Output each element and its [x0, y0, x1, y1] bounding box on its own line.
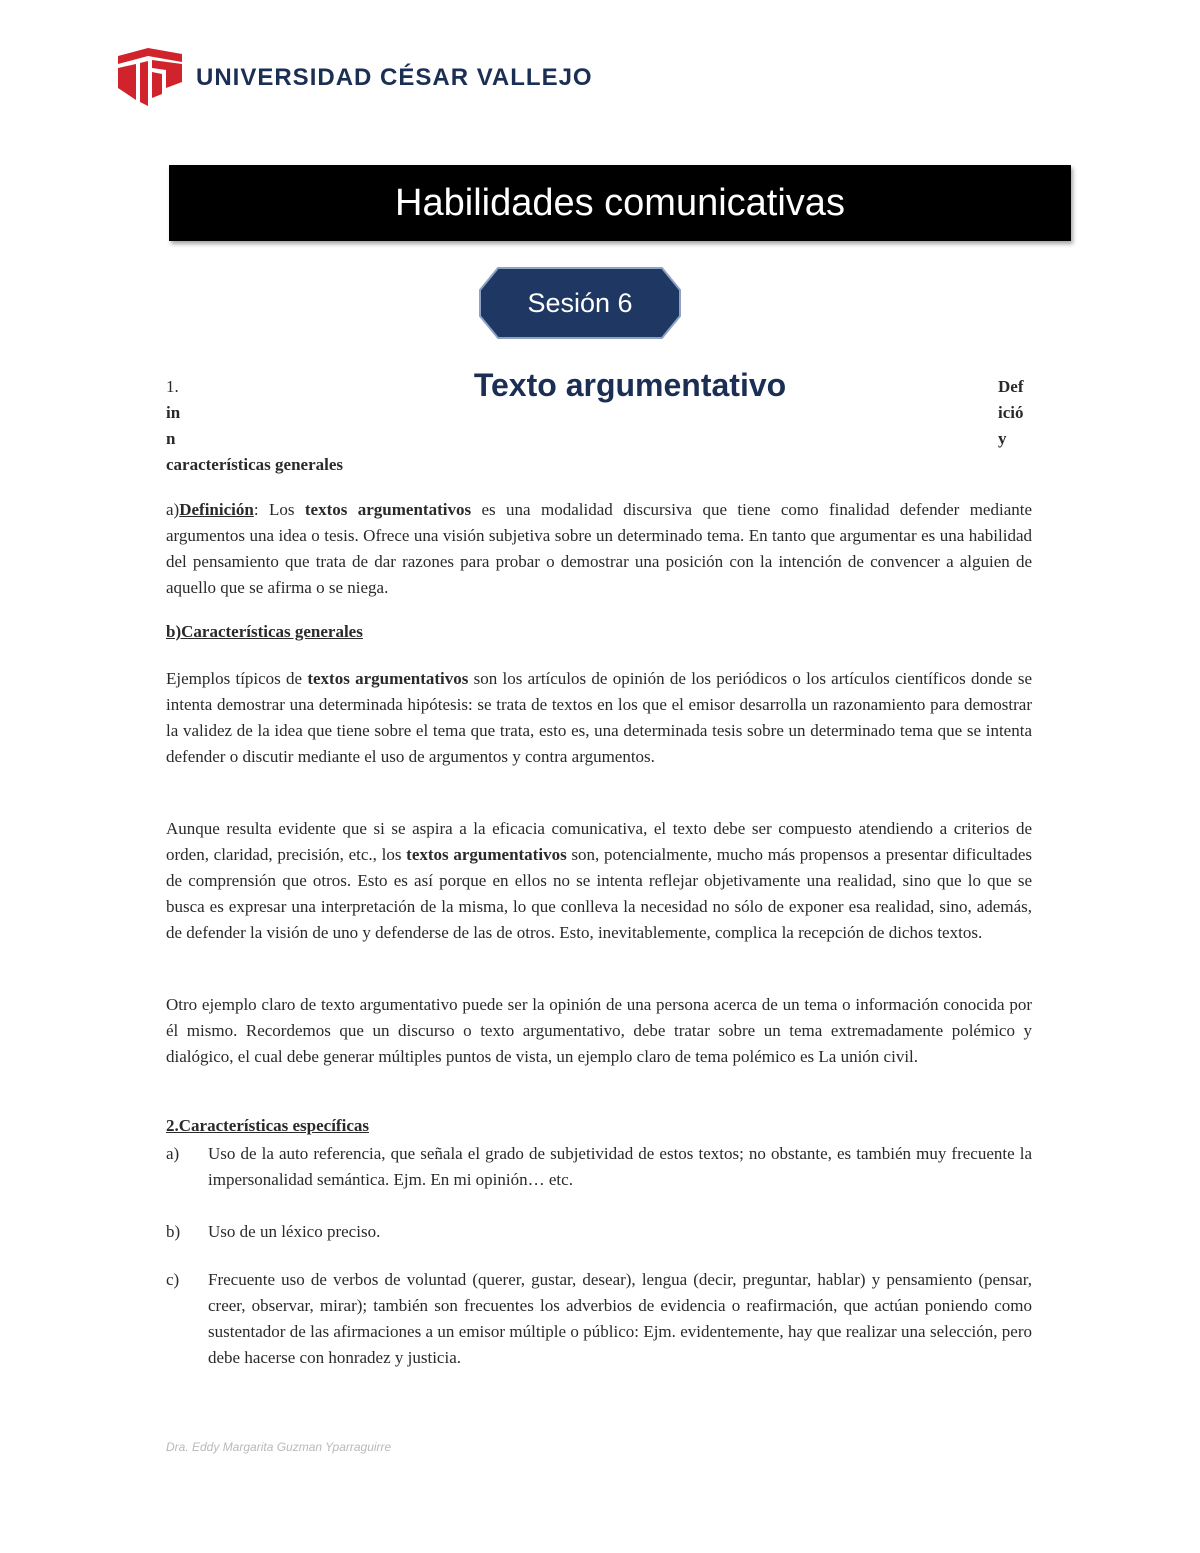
heading-fragment: ició	[998, 403, 1024, 422]
characteristics-paragraph-3: Otro ejemplo claro de texto argumentativo puede ser la opinión de una persona acerca de un tema o información conocida por él mismo. Recordemos que un discurso o texto argumentativo, debe tratar sobre un tema extremadamente polémico y dialógico, el cual debe generar múltiples puntos de vista, un ejemplo claro de tema polémico es La unión civil.	[166, 995, 1032, 1066]
paragraph-text: son, potencialmente, mucho más propensos a presentar dificultades de comprensión que otros. Esto es así porque en ellos no se intenta reflejar objetivamente una realidad, sino que lo que se busca es expresar una interpretación de la misma, lo que conlleva la necesidad no sólo de exponer esa realidad, sino, además, de defender la visión de uno y defenderse de las de otros. Esto, inevitablemente, complica la recepción de dichos textos.	[166, 845, 1032, 942]
heading-fragment: características generales	[166, 455, 343, 474]
definition-text: : Los	[253, 500, 305, 519]
list-item	[166, 1267, 1032, 1371]
list-item	[166, 1141, 1032, 1193]
session-label: Sesión 6	[527, 288, 633, 318]
footer-author: Dra. Eddy Margarita Guzman Yparraguirre	[166, 1440, 392, 1454]
university-name: UNIVERSIDAD CÉSAR VALLEJO	[196, 64, 593, 91]
heading-fragment: Def	[998, 377, 1024, 396]
definition-bold: textos argumentativos	[304, 500, 472, 519]
characteristics-heading: b)Características generales	[166, 622, 363, 641]
list-text: Uso de un léxico preciso.	[208, 1222, 381, 1241]
heading-fragment: y	[998, 429, 1007, 448]
list-item	[166, 1219, 1032, 1245]
heading-fragment: n	[166, 429, 176, 448]
session-badge	[478, 266, 682, 340]
paragraph-text: Aunque resulta evidente que si se aspira a la eficacia comunicativa, el texto debe ser compuesto atendiendo a criterios de orden, claridad, precisión, etc., los	[166, 819, 1032, 864]
list-text: Uso de la auto referencia, que señala el grado de subjetividad de estos textos; no obstante, es también muy frecuente la impersonalidad semántica. Ejm. En mi opinión… etc.	[208, 1144, 1032, 1189]
course-title-banner	[169, 165, 1071, 241]
list-marker: b)	[166, 1222, 181, 1241]
heading-fragment: in	[166, 403, 181, 422]
paragraph-bold: textos argumentativos	[307, 669, 469, 688]
course-title: Habilidades comunicativas	[395, 181, 845, 224]
definition-label: Definición	[179, 500, 254, 519]
main-heading: Texto argumentativo	[473, 367, 787, 403]
definition-prefix: a)	[166, 500, 180, 519]
characteristics-paragraph-2	[166, 816, 1032, 946]
paragraph-bold: textos argumentativos	[406, 845, 567, 864]
paragraph-text: Ejemplos típicos de	[166, 669, 308, 688]
specific-heading: 2.Características específicas	[166, 1116, 369, 1135]
list-text: Frecuente uso de verbos de voluntad (querer, gustar, desear), lengua (decir, preguntar, hablar) y pensamiento (pensar, creer, observar, mirar); también son frecuentes los adverbios de evidencia o reafirmación, que actúan poniendo como sustentador de las afirmaciones a un emisor múltiple o público: Ejm. evidentemente, hay que realizar una selección, pero debe hacerse con honradez y justicia.	[208, 1270, 1032, 1367]
list-marker: a)	[166, 1144, 180, 1163]
characteristics-paragraph-1	[166, 666, 1032, 770]
paragraph-text: son los artículos de opinión de los periódicos o los artículos científicos donde se intenta demostrar una determinada hipótesis: se trata de textos en los que el emisor desarrolla un razonamiento para demostrar la validez de la idea que tiene sobre el tema que trata, esto es, una determinada tesis sobre un determinado tema que se intenta defender o discutir mediante el uso de argumentos y contra argumentos.	[166, 669, 1032, 766]
university-logo	[118, 48, 182, 106]
definition-paragraph	[166, 497, 1032, 601]
heading-fragment: 1.	[166, 377, 179, 396]
definition-text: es una modalidad discursiva que tiene como finalidad defender mediante argumentos una idea o tesis. Ofrece una visión subjetiva sobre un determinado tema. En tanto que argumentar es una habilidad del pensamiento que trata de dar razones para probar o demostrar una posición con la intención de convencer a alguien de aquello que se afirma o se niega.	[166, 500, 1033, 597]
list-marker: c)	[166, 1270, 180, 1289]
